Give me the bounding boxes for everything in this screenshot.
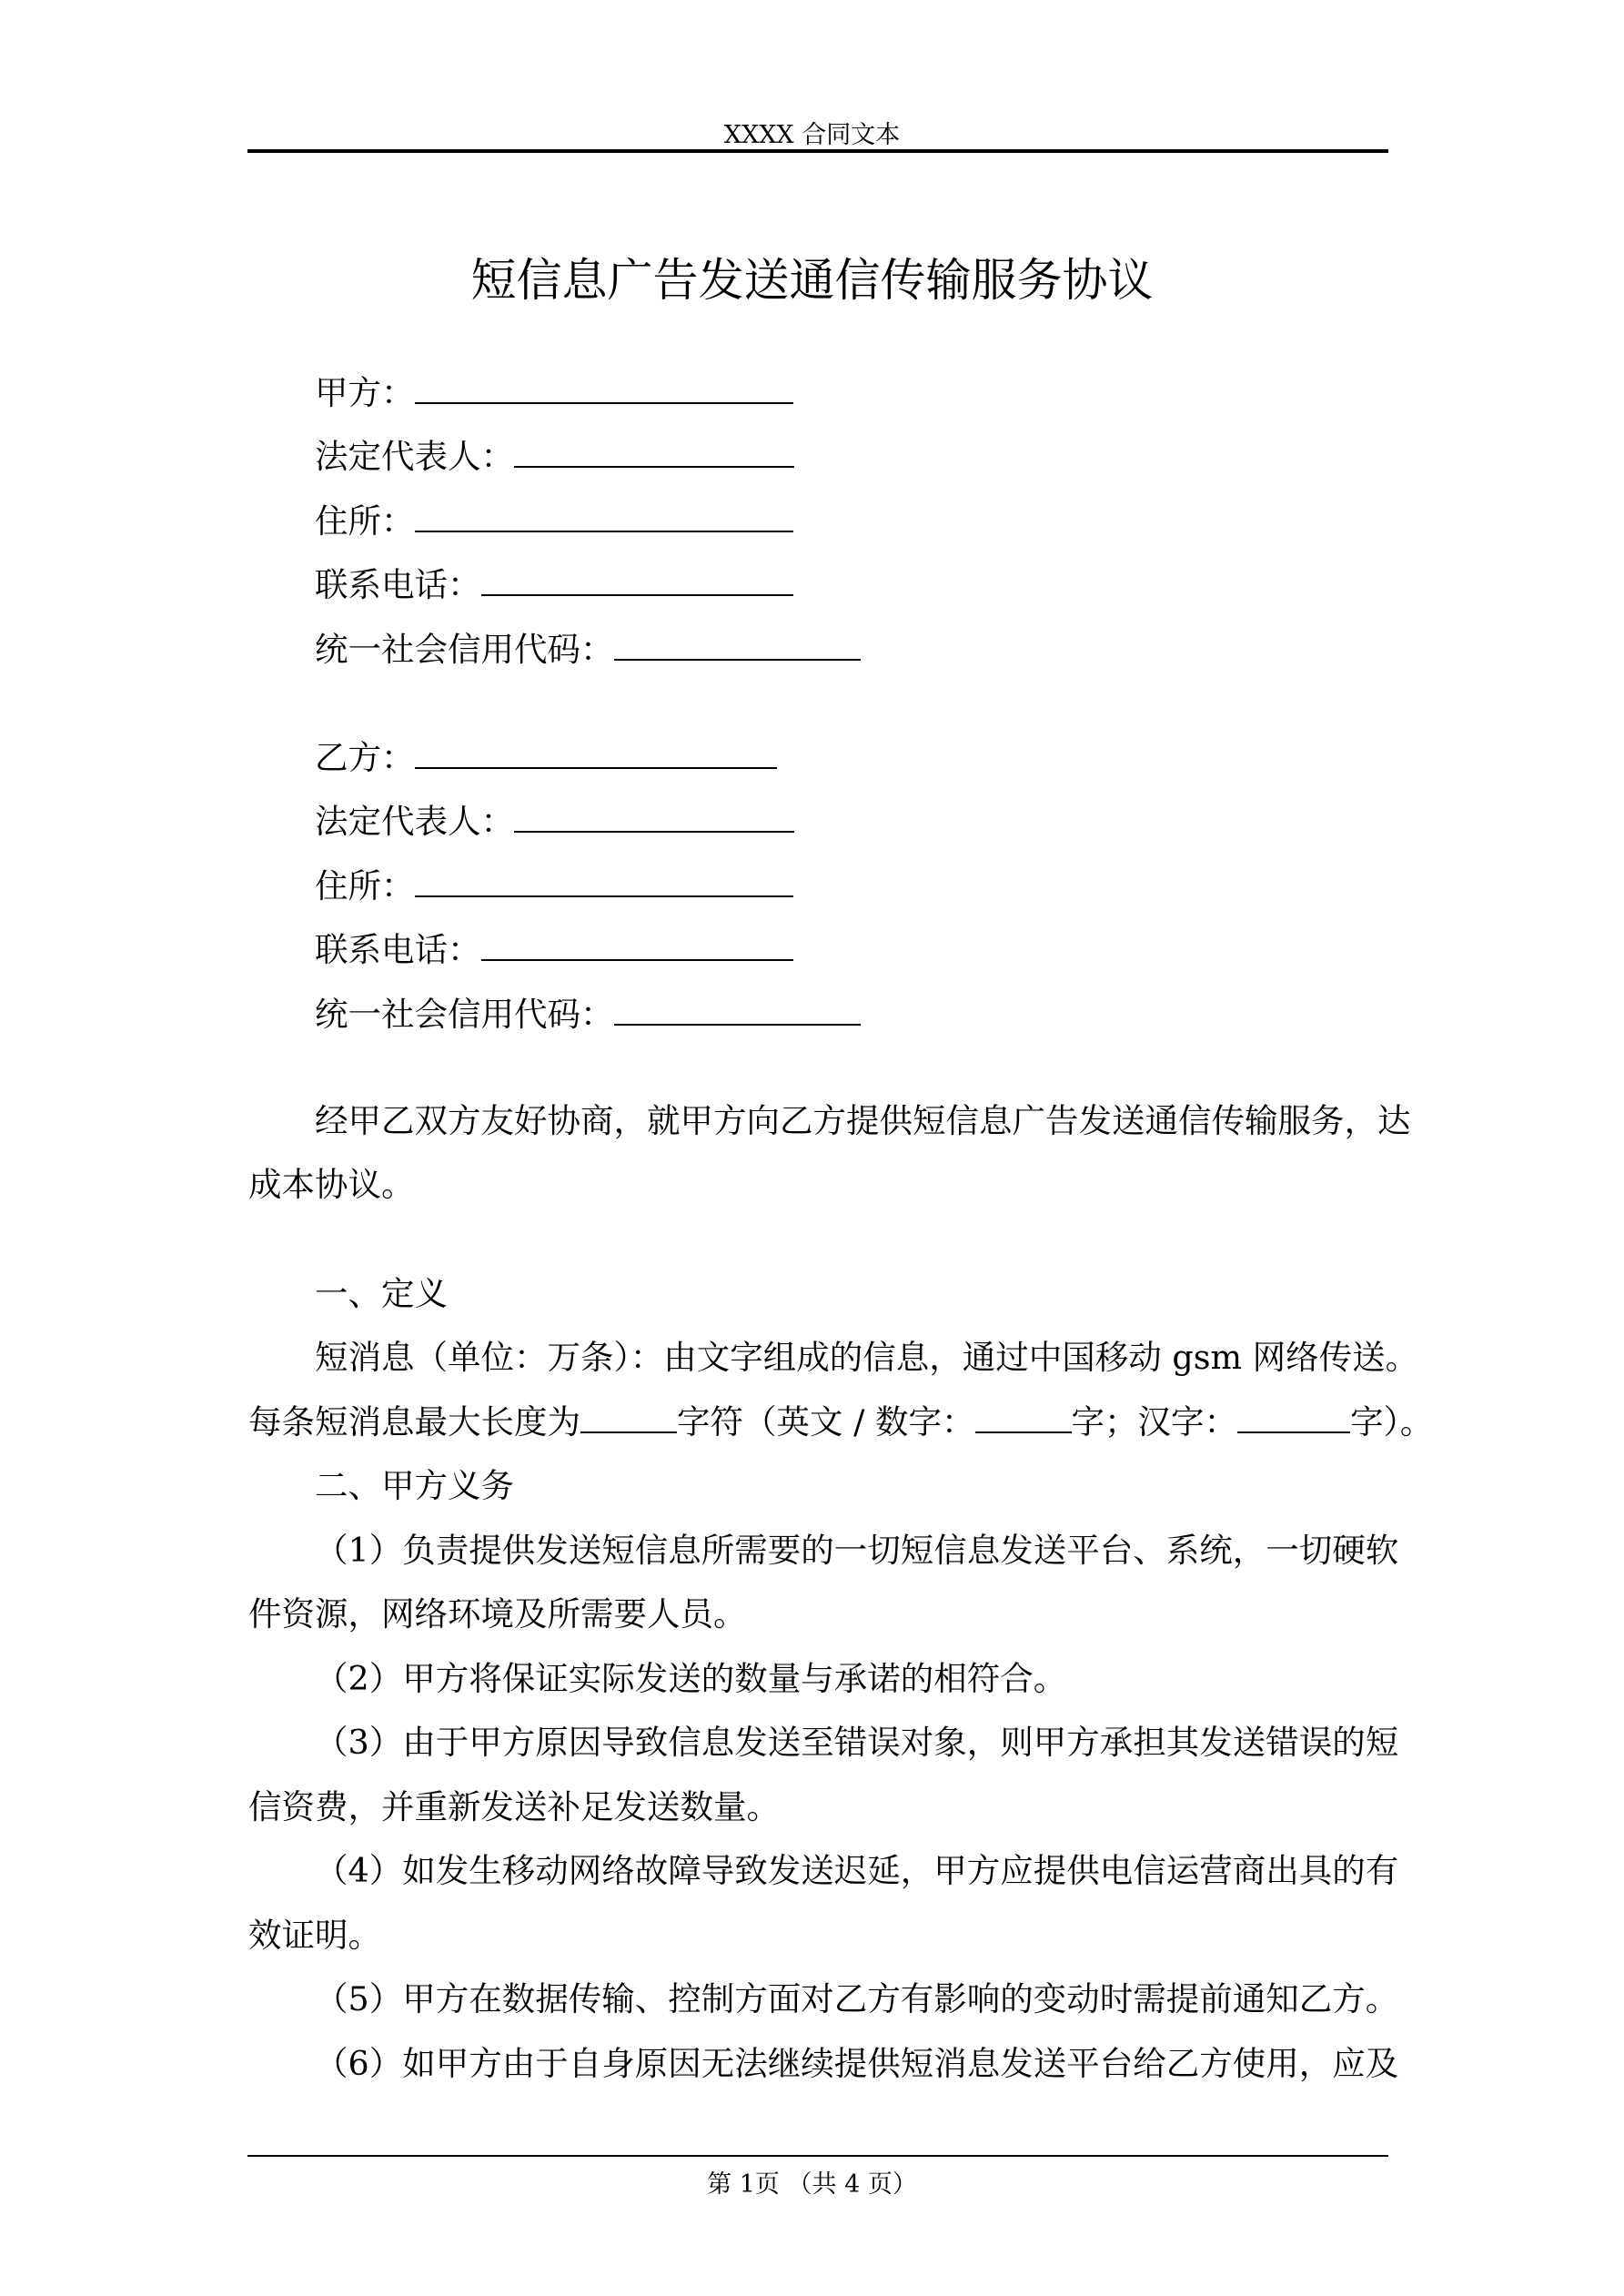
party-a-code-field bbox=[248, 628, 1387, 672]
clause-line: （4）如发生移动网络故障导致发送迟延，甲方应提供电信运营商出具的有 bbox=[315, 1851, 1399, 1890]
blank-line[interactable] bbox=[614, 628, 861, 661]
blank-line[interactable] bbox=[514, 800, 794, 833]
blank-line[interactable] bbox=[415, 371, 793, 404]
clause-line: （3）由于甲方原因导致信息发送至错误对象，则甲方承担其发送错误的短 bbox=[315, 1723, 1399, 1762]
field-label: 法定代表人： bbox=[315, 802, 514, 841]
party-a-addr-field bbox=[248, 500, 1387, 543]
blank-line[interactable] bbox=[481, 928, 793, 961]
field-label: 住所： bbox=[315, 866, 415, 905]
field-label: 联系电话： bbox=[315, 565, 481, 604]
page-number: 第 1页 （共 4 页） bbox=[707, 2170, 917, 2199]
clause-line: （1）负责提供发送短信息所需要的一切短信息发送平台、系统，一切硬软 bbox=[315, 1531, 1399, 1570]
section-heading: 一、定义 bbox=[315, 1274, 448, 1313]
party-b-code-field bbox=[248, 993, 1387, 1037]
blank-line[interactable] bbox=[415, 865, 793, 897]
blank-line[interactable] bbox=[415, 736, 777, 769]
header-rule bbox=[247, 149, 1388, 153]
page-header: XXXX 合同文本 bbox=[723, 121, 901, 149]
clause-line: （5）甲方在数据传输、控制方面对乙方有影响的变动时需提前通知乙方。 bbox=[315, 1979, 1399, 2018]
document-title: 短信息广告发送通信传输服务协议 bbox=[470, 254, 1154, 307]
footer-rule bbox=[247, 2155, 1388, 2157]
text: 字；汉字： bbox=[1071, 1402, 1238, 1441]
clause-line: 信资费，并重新发送补足发送数量。 bbox=[248, 1787, 780, 1826]
definition-line: 短消息（单位：万条）：由文字组成的信息，通过中国移动 gsm 网络传送。 bbox=[315, 1338, 1419, 1377]
blank-line[interactable] bbox=[1237, 1401, 1350, 1433]
blank-line[interactable] bbox=[514, 435, 794, 468]
party-a-name-field bbox=[248, 371, 1387, 415]
clause-line: 件资源，网络环境及所需要人员。 bbox=[248, 1594, 747, 1633]
text: 每条短消息最大长度为 bbox=[248, 1402, 580, 1441]
party-b-name-field bbox=[248, 736, 1387, 780]
text: 字）。 bbox=[1350, 1402, 1434, 1441]
definition-length-line bbox=[248, 1401, 1434, 1444]
blank-line[interactable] bbox=[975, 1401, 1072, 1433]
clause-line: 效证明。 bbox=[248, 1916, 381, 1955]
party-b-rep-field bbox=[248, 800, 1387, 844]
field-label: 统一社会信用代码： bbox=[315, 630, 614, 669]
party-b-phone-field bbox=[248, 928, 1387, 972]
blank-line[interactable] bbox=[481, 563, 793, 596]
blank-line[interactable] bbox=[415, 500, 793, 532]
intro-line: 成本协议。 bbox=[248, 1165, 415, 1204]
field-label: 甲方： bbox=[315, 373, 415, 412]
text: 字符（英文 / 数字： bbox=[677, 1402, 975, 1441]
party-a-phone-field bbox=[248, 563, 1387, 607]
clause-line: （2）甲方将保证实际发送的数量与承诺的相符合。 bbox=[315, 1659, 1067, 1698]
blank-line[interactable] bbox=[580, 1401, 677, 1433]
intro-line: 经甲乙双方友好协商，就甲方向乙方提供短信息广告发送通信传输服务，达 bbox=[315, 1101, 1411, 1140]
field-label: 法定代表人： bbox=[315, 437, 514, 476]
party-a-rep-field bbox=[248, 435, 1387, 479]
party-b-addr-field bbox=[248, 865, 1387, 908]
field-label: 统一社会信用代码： bbox=[315, 995, 614, 1034]
field-label: 联系电话： bbox=[315, 930, 481, 969]
blank-line[interactable] bbox=[614, 993, 861, 1026]
field-label: 住所： bbox=[315, 501, 415, 541]
section-heading: 二、甲方义务 bbox=[315, 1466, 514, 1505]
clause-line: （6）如甲方由于自身原因无法继续提供短消息发送平台给乙方使用，应及 bbox=[315, 2044, 1399, 2083]
field-label: 乙方： bbox=[315, 738, 415, 777]
